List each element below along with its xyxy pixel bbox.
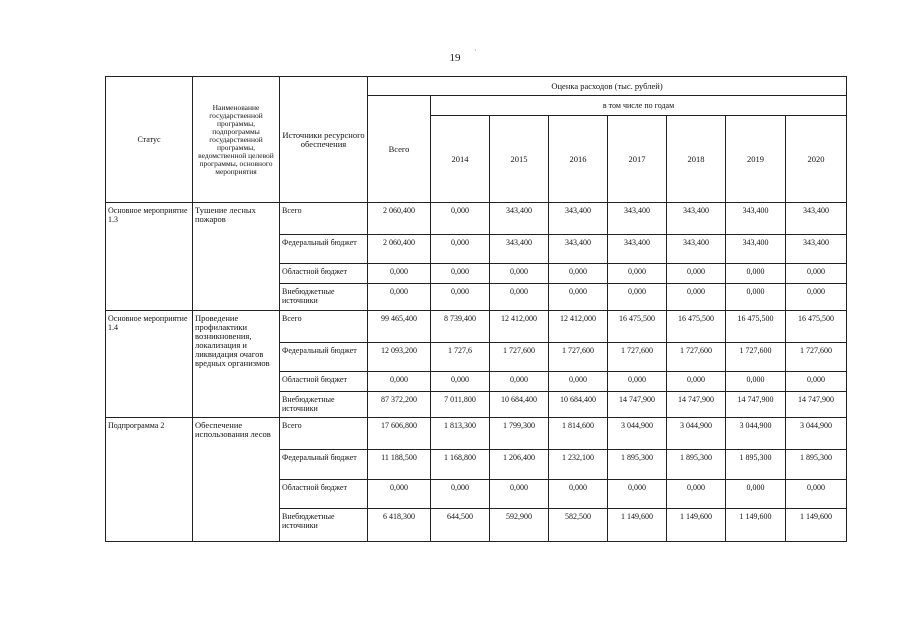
header-year-2017: 2017 [608,116,667,203]
table-row [106,203,847,235]
cell-total: 12 093,200 [368,343,431,372]
cell-year-2019: 14 747,900 [726,392,786,418]
cell-year-2016: 0,000 [549,372,608,392]
header-expenses: Оценка расходов (тыс. рублей) [368,77,847,96]
cell-year-2019: 3 044,900 [726,418,786,450]
row-source: Внебюджетные источники [280,392,368,418]
row-source: Федеральный бюджет [280,343,368,372]
cell-year-2020: 1 149,600 [786,509,847,542]
row-source: Областной бюджет [280,264,368,284]
row-source: Федеральный бюджет [280,450,368,480]
cell-year-2018: 0,000 [667,372,726,392]
cell-year-2020: 14 747,900 [786,392,847,418]
cell-total: 11 188,500 [368,450,431,480]
cell-year-2015: 0,000 [490,284,549,311]
cell-year-2017: 343,400 [608,203,667,235]
cell-year-2020: 0,000 [786,264,847,284]
cell-year-2015: 0,000 [490,480,549,509]
cell-year-2020: 1 895,300 [786,450,847,480]
row-source: Федеральный бюджет [280,235,368,264]
cell-year-2014: 1 168,800 [431,450,490,480]
cell-total: 6 418,300 [368,509,431,542]
budget-table [105,76,847,542]
cell-year-2017: 14 747,900 [608,392,667,418]
cell-year-2015: 0,000 [490,372,549,392]
row-source: Внебюджетные источники [280,284,368,311]
cell-year-2016: 343,400 [549,203,608,235]
cell-year-2019: 0,000 [726,480,786,509]
row-program-name: Проведение профилактики возникновения, локализация и ликвидация очагов вредных организмов [193,311,280,418]
cell-year-2014: 8 739,400 [431,311,490,343]
header-year-2020: 2020 [786,116,847,203]
cell-year-2015: 0,000 [490,264,549,284]
header-year-2014: 2014 [431,116,490,203]
cell-year-2014: 0,000 [431,480,490,509]
cell-year-2014: 0,000 [431,284,490,311]
cell-year-2019: 16 475,500 [726,311,786,343]
cell-year-2015: 10 684,400 [490,392,549,418]
cell-year-2018: 0,000 [667,284,726,311]
cell-year-2017: 16 475,500 [608,311,667,343]
row-source: Областной бюджет [280,480,368,509]
header-year-2016: 2016 [549,116,608,203]
cell-total: 2 060,400 [368,235,431,264]
cell-year-2019: 0,000 [726,264,786,284]
cell-year-2014: 0,000 [431,264,490,284]
cell-year-2017: 3 044,900 [608,418,667,450]
header-sources: Источники ресурсного обеспечения [280,77,368,203]
cell-year-2020: 3 044,900 [786,418,847,450]
cell-year-2019: 343,400 [726,203,786,235]
cell-year-2017: 0,000 [608,284,667,311]
cell-year-2014: 0,000 [431,235,490,264]
header-by-years: в том числе по годам [431,96,847,116]
cell-year-2017: 1 895,300 [608,450,667,480]
cell-year-2020: 0,000 [786,284,847,311]
scan-speck: · [474,46,477,55]
row-status: Основное мероприятие 1.4 [106,311,193,418]
header-total: Всего [368,96,431,203]
header-year-2015: 2015 [490,116,549,203]
cell-year-2018: 16 475,500 [667,311,726,343]
cell-year-2017: 0,000 [608,264,667,284]
cell-year-2018: 14 747,900 [667,392,726,418]
cell-total: 0,000 [368,264,431,284]
cell-year-2016: 10 684,400 [549,392,608,418]
cell-year-2015: 592,900 [490,509,549,542]
row-program-name: Обеспечение использования лесов [193,418,280,542]
cell-year-2020: 0,000 [786,372,847,392]
cell-year-2016: 343,400 [549,235,608,264]
cell-year-2020: 0,000 [786,480,847,509]
row-status: Подпрограмма 2 [106,418,193,542]
cell-year-2016: 0,000 [549,480,608,509]
cell-year-2018: 0,000 [667,264,726,284]
cell-year-2014: 0,000 [431,372,490,392]
row-source: Всего [280,311,368,343]
cell-total: 17 606,800 [368,418,431,450]
cell-year-2020: 343,400 [786,235,847,264]
cell-year-2016: 1 727,600 [549,343,608,372]
budget-table-body [106,77,847,542]
cell-total: 0,000 [368,480,431,509]
row-source: Внебюджетные источники [280,509,368,542]
cell-year-2019: 0,000 [726,372,786,392]
header-year-2018: 2018 [667,116,726,203]
cell-year-2019: 1 895,300 [726,450,786,480]
cell-year-2015: 12 412,000 [490,311,549,343]
cell-year-2015: 1 206,400 [490,450,549,480]
table-row [106,311,847,343]
table-row [106,418,847,450]
cell-year-2014: 1 813,300 [431,418,490,450]
cell-year-2016: 582,500 [549,509,608,542]
cell-year-2018: 1 895,300 [667,450,726,480]
row-source: Областной бюджет [280,372,368,392]
cell-total: 87 372,200 [368,392,431,418]
cell-year-2016: 1 232,100 [549,450,608,480]
header-status: Статус [106,77,193,203]
cell-year-2020: 16 475,500 [786,311,847,343]
cell-total: 99 465,400 [368,311,431,343]
cell-year-2019: 1 727,600 [726,343,786,372]
header-row-1 [106,77,847,96]
cell-year-2017: 1 727,600 [608,343,667,372]
cell-year-2017: 343,400 [608,235,667,264]
cell-year-2015: 343,400 [490,203,549,235]
cell-year-2018: 343,400 [667,203,726,235]
cell-year-2020: 1 727,600 [786,343,847,372]
cell-year-2017: 1 149,600 [608,509,667,542]
cell-year-2016: 0,000 [549,264,608,284]
cell-year-2017: 0,000 [608,480,667,509]
row-source: Всего [280,418,368,450]
cell-year-2015: 1 799,300 [490,418,549,450]
cell-year-2020: 343,400 [786,203,847,235]
cell-year-2018: 3 044,900 [667,418,726,450]
cell-year-2014: 7 011,800 [431,392,490,418]
cell-year-2016: 1 814,600 [549,418,608,450]
cell-total: 0,000 [368,284,431,311]
page-number: 19 [449,52,461,64]
cell-year-2019: 0,000 [726,284,786,311]
header-program-name: Наименование государственной программы, подпрограммы государственной программы, ведомственной целевой программы, основного мероприятия [193,77,280,203]
cell-year-2018: 1 149,600 [667,509,726,542]
cell-year-2019: 343,400 [726,235,786,264]
cell-year-2018: 1 727,600 [667,343,726,372]
cell-year-2014: 0,000 [431,203,490,235]
row-status: Основное мероприятие 1.3 [106,203,193,311]
row-program-name: Тушение лесных пожаров [193,203,280,311]
cell-year-2015: 343,400 [490,235,549,264]
cell-year-2018: 343,400 [667,235,726,264]
cell-year-2016: 12 412,000 [549,311,608,343]
cell-year-2019: 1 149,600 [726,509,786,542]
cell-year-2015: 1 727,600 [490,343,549,372]
cell-total: 0,000 [368,372,431,392]
cell-year-2014: 1 727,6 [431,343,490,372]
cell-year-2014: 644,500 [431,509,490,542]
row-source: Всего [280,203,368,235]
cell-total: 2 060,400 [368,203,431,235]
cell-year-2018: 0,000 [667,480,726,509]
cell-year-2017: 0,000 [608,372,667,392]
cell-year-2016: 0,000 [549,284,608,311]
header-year-2019: 2019 [726,116,786,203]
